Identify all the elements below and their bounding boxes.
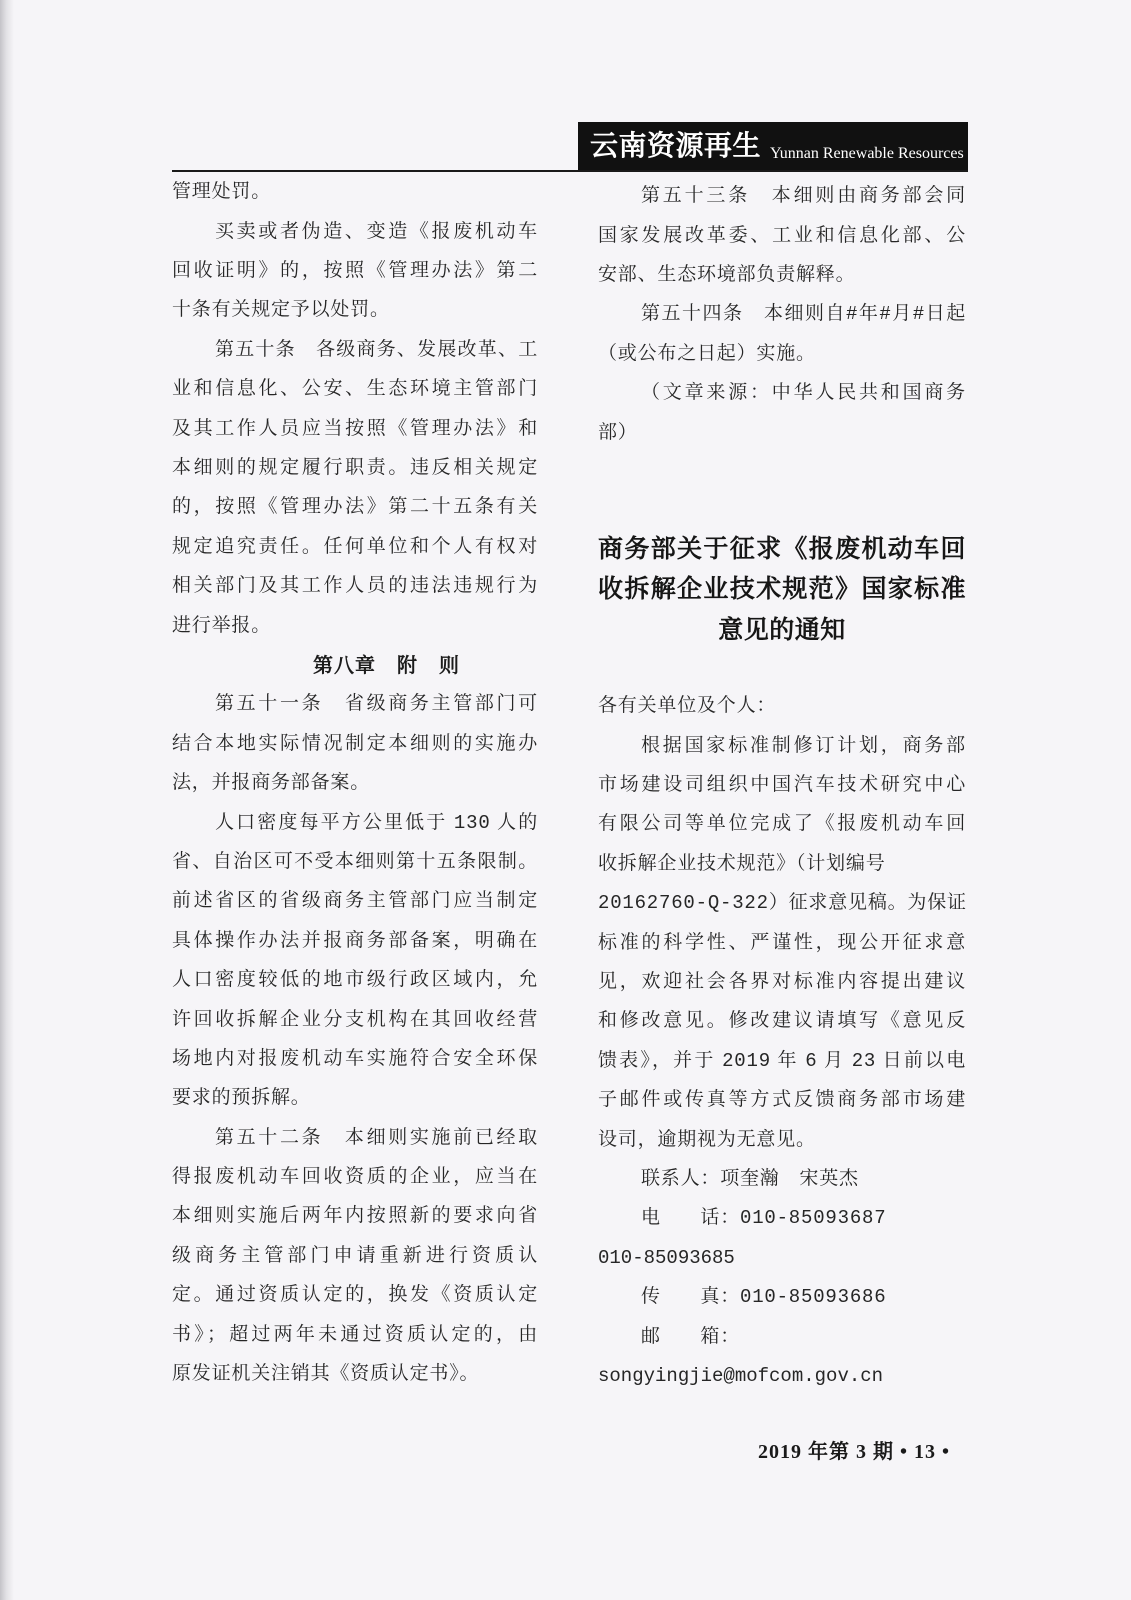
magazine-title-cn: 云南资源再生 (590, 129, 762, 162)
body-text-line: 人口密度较低的地市级行政区域内，允 (172, 969, 538, 992)
body-text-line: 要求的预拆解。 (172, 1087, 311, 1110)
body-text-line: 买卖或者伪造、变造《报废机动车 (215, 220, 538, 243)
body-text-line: 市场建设司组织中国汽车技术研究中心 (598, 774, 966, 797)
body-text-line: 设司，逾期视为无意见。 (598, 1128, 816, 1151)
notice-body (598, 687, 966, 1396)
body-text-line: 收拆解企业技术规范》（计划编号 (598, 852, 886, 875)
body-text-line: 第五十条 各级商务、发展改革、工 (215, 338, 538, 361)
right-column-articles (598, 177, 966, 453)
body-text-line: 人口密度每平方公里低于 130 人的 (215, 811, 538, 834)
paragraph (172, 1119, 538, 1395)
body-text-line: 第五十二条 本细则实施前已经取 (215, 1126, 538, 1149)
contact-person-line: 联系人：项奎瀚 宋英杰 (641, 1167, 859, 1190)
body-text-line: 书》；超过两年未通过资质认定的，由 (172, 1323, 538, 1346)
body-text-line: 定。通过资质认定的，换发《资质认定 (172, 1284, 538, 1307)
body-text-line: 本细则的规定履行职责。违反相关规定 (172, 457, 538, 480)
paragraph (172, 685, 538, 803)
notice-title (598, 529, 966, 651)
body-text-line: 本细则实施后两年内按照新的要求向省 (172, 1205, 538, 1228)
body-text-line: 管理处罚。 (172, 181, 272, 204)
body-text-line: 场地内对报废机动车实施符合安全环保 (172, 1047, 538, 1070)
paragraph (172, 331, 538, 646)
body-text-line: 国家发展改革委、工业和信息化部、公 (598, 224, 966, 247)
paragraph (172, 213, 538, 331)
left-column (172, 173, 538, 1394)
contact-block (598, 1160, 966, 1396)
body-text-line: 相关部门及其工作人员的违法违规行为 (172, 575, 538, 598)
scan-edge-shadow (0, 0, 14, 1600)
body-text-line: 许回收拆解企业分支机构在其回收经营 (172, 1008, 538, 1031)
paragraph (172, 804, 538, 1119)
source-note (598, 374, 966, 453)
body-text-line: 部） (598, 421, 638, 444)
notice-title-line: 收拆解企业技术规范》国家标准 (598, 574, 966, 603)
body-text-line: 业和信息化、公安、生态环境主管部门 (172, 378, 538, 401)
body-text-line: 有限公司等单位完成了《报废机动车回 (598, 813, 966, 836)
body-text-line: 子邮件或传真等方式反馈商务部市场建 (598, 1089, 966, 1112)
body-text-line: 安部、生态环境部负责解释。 (598, 264, 856, 287)
body-text-line: 根据国家标准制修订计划，商务部 (641, 734, 966, 757)
body-text-line: 及其工作人员应当按照《管理办法》和 (172, 417, 538, 440)
body-text-line: 第五十三条 本细则由商务部会同 (641, 185, 966, 208)
body-text-line: 第五十四条 本细则自#年#月#日起 (641, 303, 966, 326)
notice-title-line: 商务部关于征求《报废机动车回 (598, 533, 966, 563)
magazine-masthead (578, 122, 968, 170)
body-text-line: 回收证明》的，按照《管理办法》第二 (172, 260, 538, 283)
paragraph (598, 295, 966, 374)
contact-phone-line: 电 话：010-85093687 (641, 1207, 887, 1230)
body-text-line: 级商务主管部门申请重新进行资质认 (172, 1244, 538, 1267)
body-text-line: （文章来源：中华人民共和国商务 (641, 382, 966, 405)
page-footer-issue: 2019 年第 3 期 • 13 • (757, 1441, 950, 1463)
body-text-line: 的，按照《管理办法》第二十五条有关 (172, 496, 538, 519)
body-text-line: 标准的科学性、严谨性，现公开征求意 (598, 931, 966, 954)
body-text-line: （或公布之日起）实施。 (598, 342, 816, 365)
contact-email-address: songyingjie@mofcom.gov.cn (598, 1364, 884, 1387)
contact-fax-line: 传 真：010-85093686 (641, 1286, 887, 1309)
body-text-line: 原发证机关注销其《资质认定书》。 (172, 1363, 480, 1386)
body-text-line: 第五十一条 省级商务主管部门可 (215, 693, 538, 716)
magazine-title-en: Yunnan Renewable Resources (770, 145, 964, 162)
contact-email-label: 邮 箱： (641, 1325, 741, 1348)
body-text-line: 20162760-Q-322）征求意见稿。为保证 (598, 892, 967, 915)
body-text-line: 规定追究责任。任何单位和个人有权对 (172, 535, 538, 558)
body-text-line: 十条有关规定予以处罚。 (172, 299, 390, 322)
body-text-line: 馈表》，并于 2019 年 6 月 23 日前以电 (598, 1049, 966, 1072)
contact-phone-line: 010-85093685 (598, 1246, 735, 1269)
body-text-line: 和修改意见。修改建议请填写《意见反 (598, 1010, 966, 1033)
chapter-heading: 第八章 附 则 (313, 652, 460, 677)
header-rule (172, 170, 968, 172)
body-text-line: 具体操作办法并报商务部备案，明确在 (172, 929, 538, 952)
body-text-line: 得报废机动车回收资质的企业，应当在 (172, 1166, 538, 1189)
body-text-line: 前述省区的省级商务主管部门应当制定 (172, 890, 538, 913)
salutation: 各有关单位及个人： (598, 695, 777, 718)
body-text-line: 进行举报。 (172, 614, 272, 637)
notice-title-line: 意见的通知 (718, 614, 846, 644)
paragraph (172, 173, 538, 212)
body-text-line: 结合本地实际情况制定本细则的实施办 (172, 732, 538, 755)
body-text-line: 省、自治区可不受本细则第十五条限制。 (172, 850, 538, 873)
body-text-line: 见，欢迎社会各界对标准内容提出建议 (598, 971, 966, 994)
body-text-line: 法，并报商务部备案。 (172, 772, 371, 795)
paragraph (598, 727, 966, 1160)
paragraph (598, 177, 966, 295)
